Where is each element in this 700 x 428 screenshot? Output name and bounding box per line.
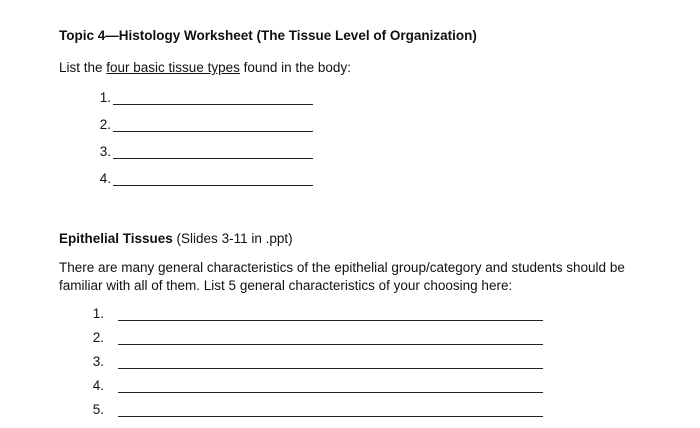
characteristic-list-item — [82, 377, 543, 393]
answer-blank[interactable] — [118, 380, 543, 393]
characteristic-list-item — [82, 353, 543, 369]
prompt-text-before: List the — [59, 60, 107, 75]
answer-blank[interactable] — [113, 146, 313, 159]
list-number: 1. — [99, 90, 111, 105]
epithelial-heading-text: Epithelial Tissues — [59, 231, 173, 246]
answer-blank[interactable] — [118, 332, 543, 345]
list-number: 3. — [99, 144, 111, 159]
answer-blank[interactable] — [113, 119, 313, 132]
characteristic-list-item — [82, 401, 543, 417]
list-number: 4. — [92, 378, 104, 393]
tissue-types-prompt — [59, 60, 351, 75]
list-number: 2. — [99, 117, 111, 132]
answer-blank[interactable] — [113, 173, 313, 186]
list-number: 2. — [92, 330, 104, 345]
answer-blank[interactable] — [118, 404, 543, 417]
list-number: 3. — [92, 354, 104, 369]
answer-blank[interactable] — [113, 92, 313, 105]
tissue-list-item — [95, 143, 313, 159]
worksheet-title: Topic 4—Histology Worksheet (The Tissue Level of Organization) — [59, 28, 477, 43]
answer-blank[interactable] — [118, 356, 543, 369]
prompt-text-after: found in the body: — [239, 60, 351, 75]
tissue-list-item — [95, 89, 313, 105]
answer-blank[interactable] — [118, 308, 543, 321]
list-number: 5. — [92, 402, 104, 417]
epithelial-heading-note: (Slides 3-11 in .ppt) — [172, 231, 293, 246]
list-number: 1. — [92, 306, 104, 321]
tissue-list-item — [95, 170, 313, 186]
tissue-list-item — [95, 116, 313, 132]
characteristic-list-item — [82, 305, 543, 321]
epithelial-section-heading — [59, 231, 293, 246]
instructions-line-1: There are many general characteristics of the epithelial group/category and students should be — [59, 260, 625, 275]
list-number: 4. — [99, 171, 111, 186]
epithelial-instructions — [59, 259, 659, 295]
prompt-underlined-text: four basic tissue types — [106, 60, 240, 75]
instructions-line-2: familiar with all of them. List 5 general characteristics of your choosing here: — [59, 278, 513, 293]
characteristic-list-item — [82, 329, 543, 345]
